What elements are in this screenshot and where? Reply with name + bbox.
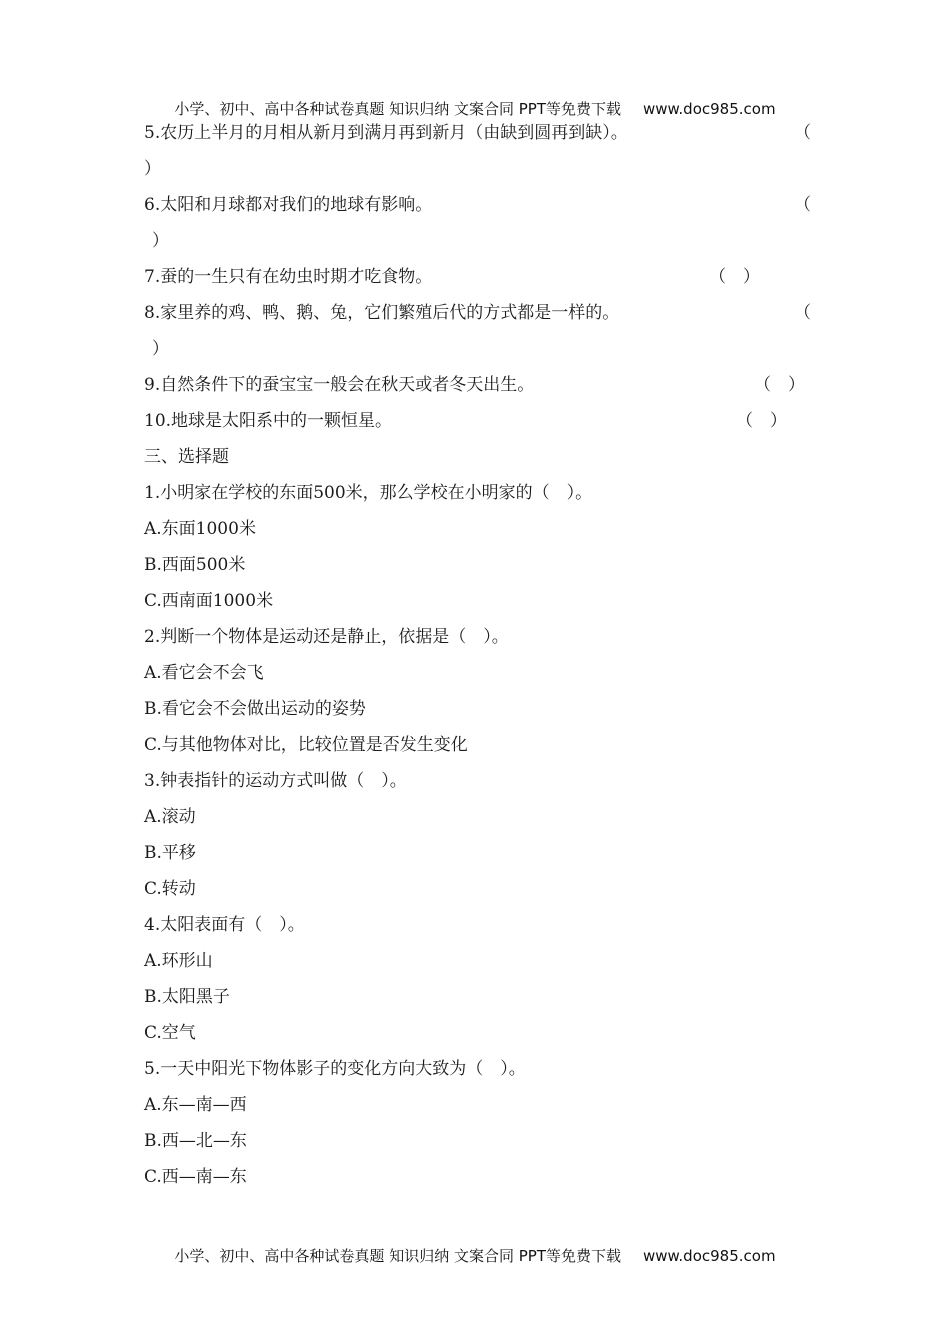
choice-option: B.西—北—东 (144, 1131, 247, 1151)
section-title: 三、选择题 (144, 447, 229, 467)
answer-paren: （ ） (709, 267, 760, 287)
judgment-text: 7.蚕的一生只有在幼虫时期才吃食物。 (144, 267, 433, 287)
judgment-item-5-paren-close (144, 151, 810, 187)
choice-option: C.西—南—东 (144, 1167, 247, 1187)
judgment-text: 9.自然条件下的蚕宝宝一般会在秋天或者冬天出生。 (144, 375, 535, 395)
header-site: www.doc985.com (642, 100, 776, 118)
choice-option: B.西面500米 (144, 555, 246, 575)
judgment-item-5 (144, 115, 810, 151)
judgment-item-10 (144, 403, 810, 439)
judgment-text: 5.农历上半月的月相从新月到满月再到新月（由缺到圆再到缺）。 (144, 123, 628, 143)
choice-option: A.滚动 (144, 807, 196, 827)
judgment-item-8-paren-close (144, 331, 810, 367)
answer-paren-open: （ (794, 195, 811, 215)
choice-question-stem: 3.钟表指针的运动方式叫做（ ）。 (144, 771, 407, 791)
header-text: 小学、初中、高中各种试卷真题 知识归纳 文案合同 PPT等免费下载 (174, 100, 621, 118)
judgment-item-7 (144, 259, 810, 295)
choice-option: A.东—南—西 (144, 1095, 247, 1115)
choice-question-stem: 5.一天中阳光下物体影子的变化方向大致为（ ）。 (144, 1059, 526, 1079)
footer-text: 小学、初中、高中各种试卷真题 知识归纳 文案合同 PPT等免费下载 (174, 1247, 621, 1265)
judgment-item-9 (144, 367, 810, 403)
choice-option: B.平移 (144, 843, 196, 863)
page-footer (0, 1245, 950, 1266)
answer-paren-open: （ (794, 303, 811, 323)
choice-option: C.转动 (144, 879, 196, 899)
judgment-text: 8.家里养的鸡、鸭、鹅、兔，它们繁殖后代的方式都是一样的。 (144, 303, 620, 323)
choice-option: A.环形山 (144, 951, 213, 971)
choice-option: A.东面1000米 (144, 519, 256, 539)
choice-question-stem: 1.小明家在学校的东面500米，那么学校在小明家的（ ）。 (144, 483, 593, 503)
judgment-text: 10.地球是太阳系中的一颗恒星。 (144, 411, 393, 431)
answer-paren-close: ） (152, 339, 169, 359)
judgment-item-6-paren-close (144, 223, 810, 259)
choice-option: C.与其他物体对比，比较位置是否发生变化 (144, 735, 468, 755)
choice-option: C.西南面1000米 (144, 591, 274, 611)
answer-paren-open: （ (794, 123, 811, 143)
choice-option: C.空气 (144, 1023, 196, 1043)
judgment-item-6 (144, 187, 810, 223)
footer-site: www.doc985.com (642, 1247, 776, 1265)
choice-question-stem: 4.太阳表面有（ ）。 (144, 915, 305, 935)
choice-option: B.看它会不会做出运动的姿势 (144, 699, 366, 719)
answer-paren-close: ） (144, 159, 161, 179)
choice-question-stem: 2.判断一个物体是运动还是静止，依据是（ ）。 (144, 627, 509, 647)
answer-paren: （ ） (736, 411, 787, 431)
choice-option: A.看它会不会飞 (144, 663, 264, 683)
choice-option: B.太阳黑子 (144, 987, 230, 1007)
judgment-text: 6.太阳和月球都对我们的地球有影响。 (144, 195, 433, 215)
document-body (144, 115, 810, 1195)
answer-paren-close: ） (152, 231, 169, 251)
judgment-item-8 (144, 295, 810, 331)
answer-paren: （ ） (754, 375, 805, 395)
